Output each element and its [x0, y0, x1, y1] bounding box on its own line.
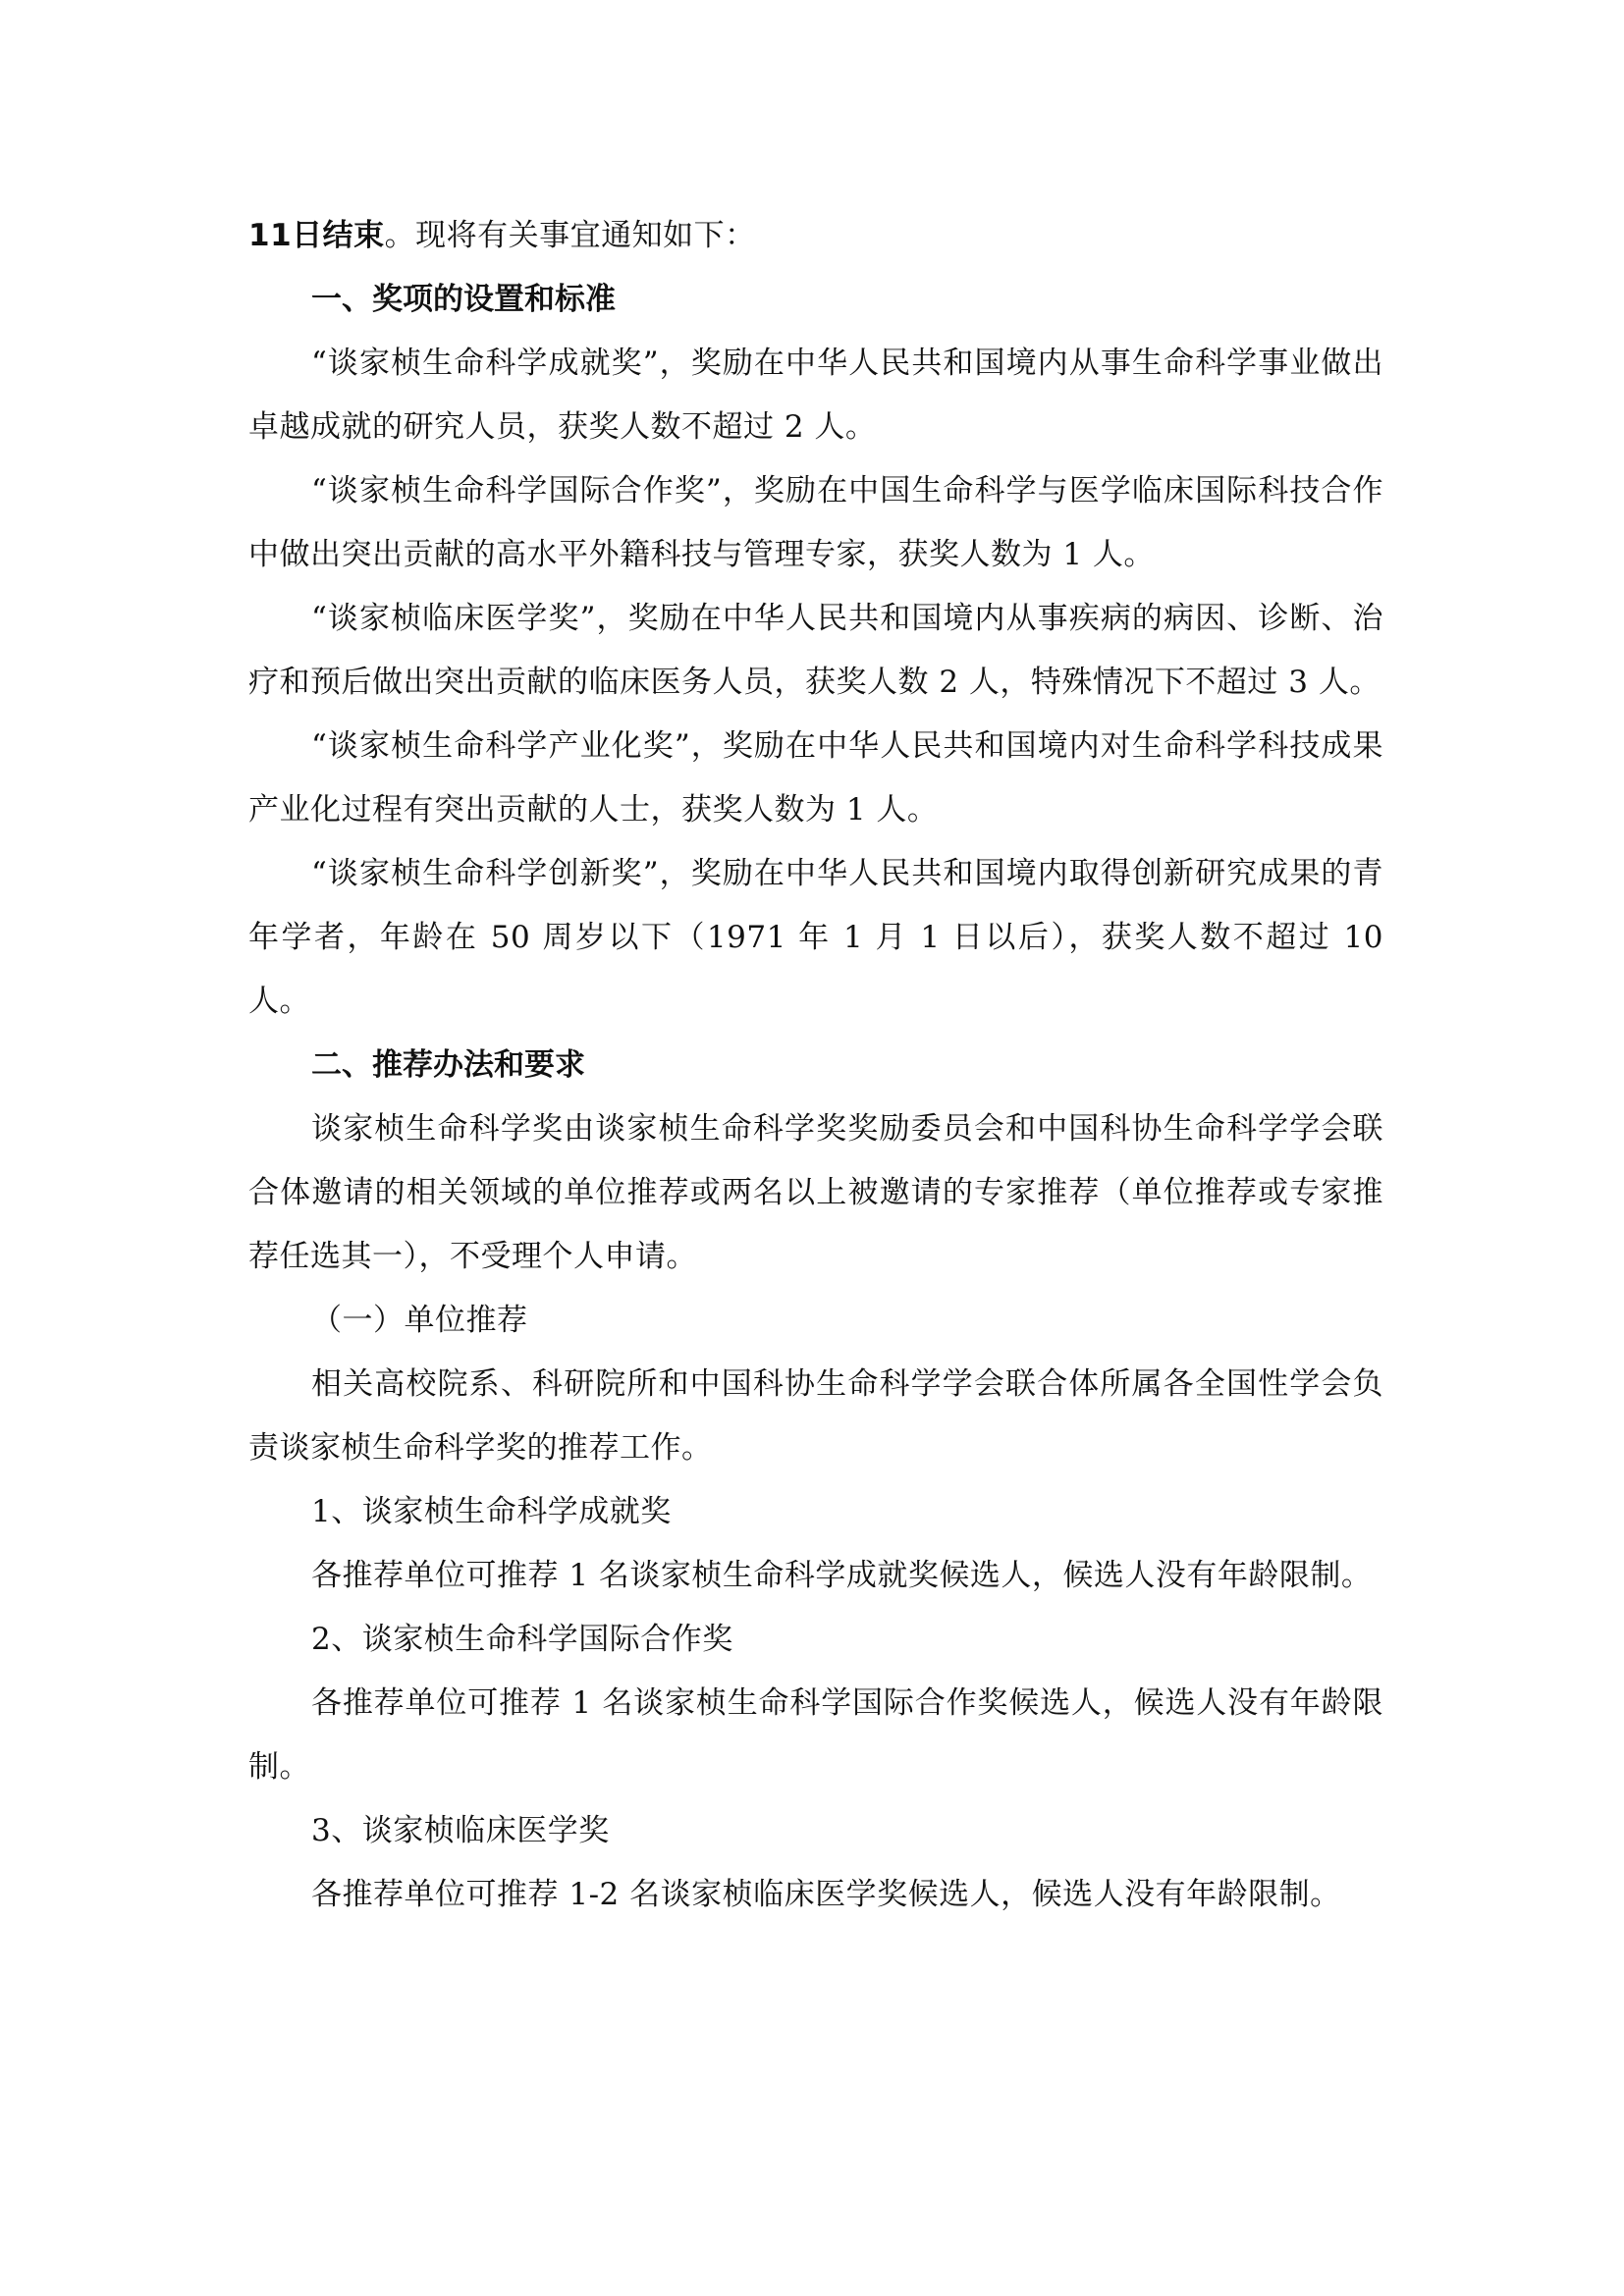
- award-paragraph-international: “谈家桢生命科学国际合作奖”，奖励在中国生命科学与医学临床国际科技合作中做出突出贡献的高水平外籍科技与管理专家，获奖人数为 1 人。: [248, 473, 1383, 572]
- item-title-clinical: 3、谈家桢临床医学奖: [311, 1813, 610, 1848]
- nomination-intro-paragraph: 谈家桢生命科学奖由谈家桢生命科学奖奖励委员会和中国科协生命科学学会联合体邀请的相关领域的单位推荐或两名以上被邀请的专家推荐（单位推荐或专家推荐任选其一），不受理个人申请。: [248, 1111, 1383, 1274]
- item-text-international: 各推荐单位可推荐 1 名谈家桢生命科学国际合作奖候选人，候选人没有年龄限制。: [248, 1685, 1383, 1785]
- unit-nomination-paragraph: 相关高校院系、科研院所和中国科协生命科学学会联合体所属各全国性学会负责谈家桢生命科学奖的推荐工作。: [248, 1366, 1383, 1466]
- section-heading-nomination: 二、推荐办法和要求: [311, 1047, 585, 1083]
- award-paragraph-clinical: “谈家桢临床医学奖”，奖励在中华人民共和国境内从事疾病的病因、诊断、治疗和预后做出突出贡献的临床医务人员，获奖人数 2 人，特殊情况下不超过 3 人。: [248, 601, 1383, 700]
- document-body: [248, 204, 1383, 1927]
- intro-paragraph: [248, 204, 1383, 268]
- item-title-achievement: 1、谈家桢生命科学成就奖: [311, 1494, 672, 1529]
- subsection-heading-unit: （一）单位推荐: [311, 1303, 528, 1338]
- section-heading-awards: 一、奖项的设置和标准: [311, 282, 616, 317]
- intro-lead: 11日结束: [248, 218, 385, 253]
- award-paragraph-industrialization: “谈家桢生命科学产业化奖”，奖励在中华人民共和国境内对生命科学科技成果产业化过程有突出贡献的人士，获奖人数为 1 人。: [248, 728, 1383, 828]
- award-paragraph-innovation: “谈家桢生命科学创新奖”，奖励在中华人民共和国境内取得创新研究成果的青年学者，年龄在 50 周岁以下（1971 年 1 月 1 日以后），获奖人数不超过 10 人。: [248, 856, 1383, 1019]
- item-text-clinical: 各推荐单位可推荐 1-2 名谈家桢临床医学奖候选人，候选人没有年龄限制。: [311, 1877, 1341, 1912]
- item-text-achievement: 各推荐单位可推荐 1 名谈家桢生命科学成就奖候选人，候选人没有年龄限制。: [311, 1558, 1373, 1593]
- item-title-international: 2、谈家桢生命科学国际合作奖: [311, 1622, 733, 1657]
- award-paragraph-achievement: “谈家桢生命科学成就奖”，奖励在中华人民共和国境内从事生命科学事业做出卓越成就的研究人员，获奖人数不超过 2 人。: [248, 346, 1383, 445]
- intro-rest: 。现将有关事宜通知如下：: [384, 218, 756, 253]
